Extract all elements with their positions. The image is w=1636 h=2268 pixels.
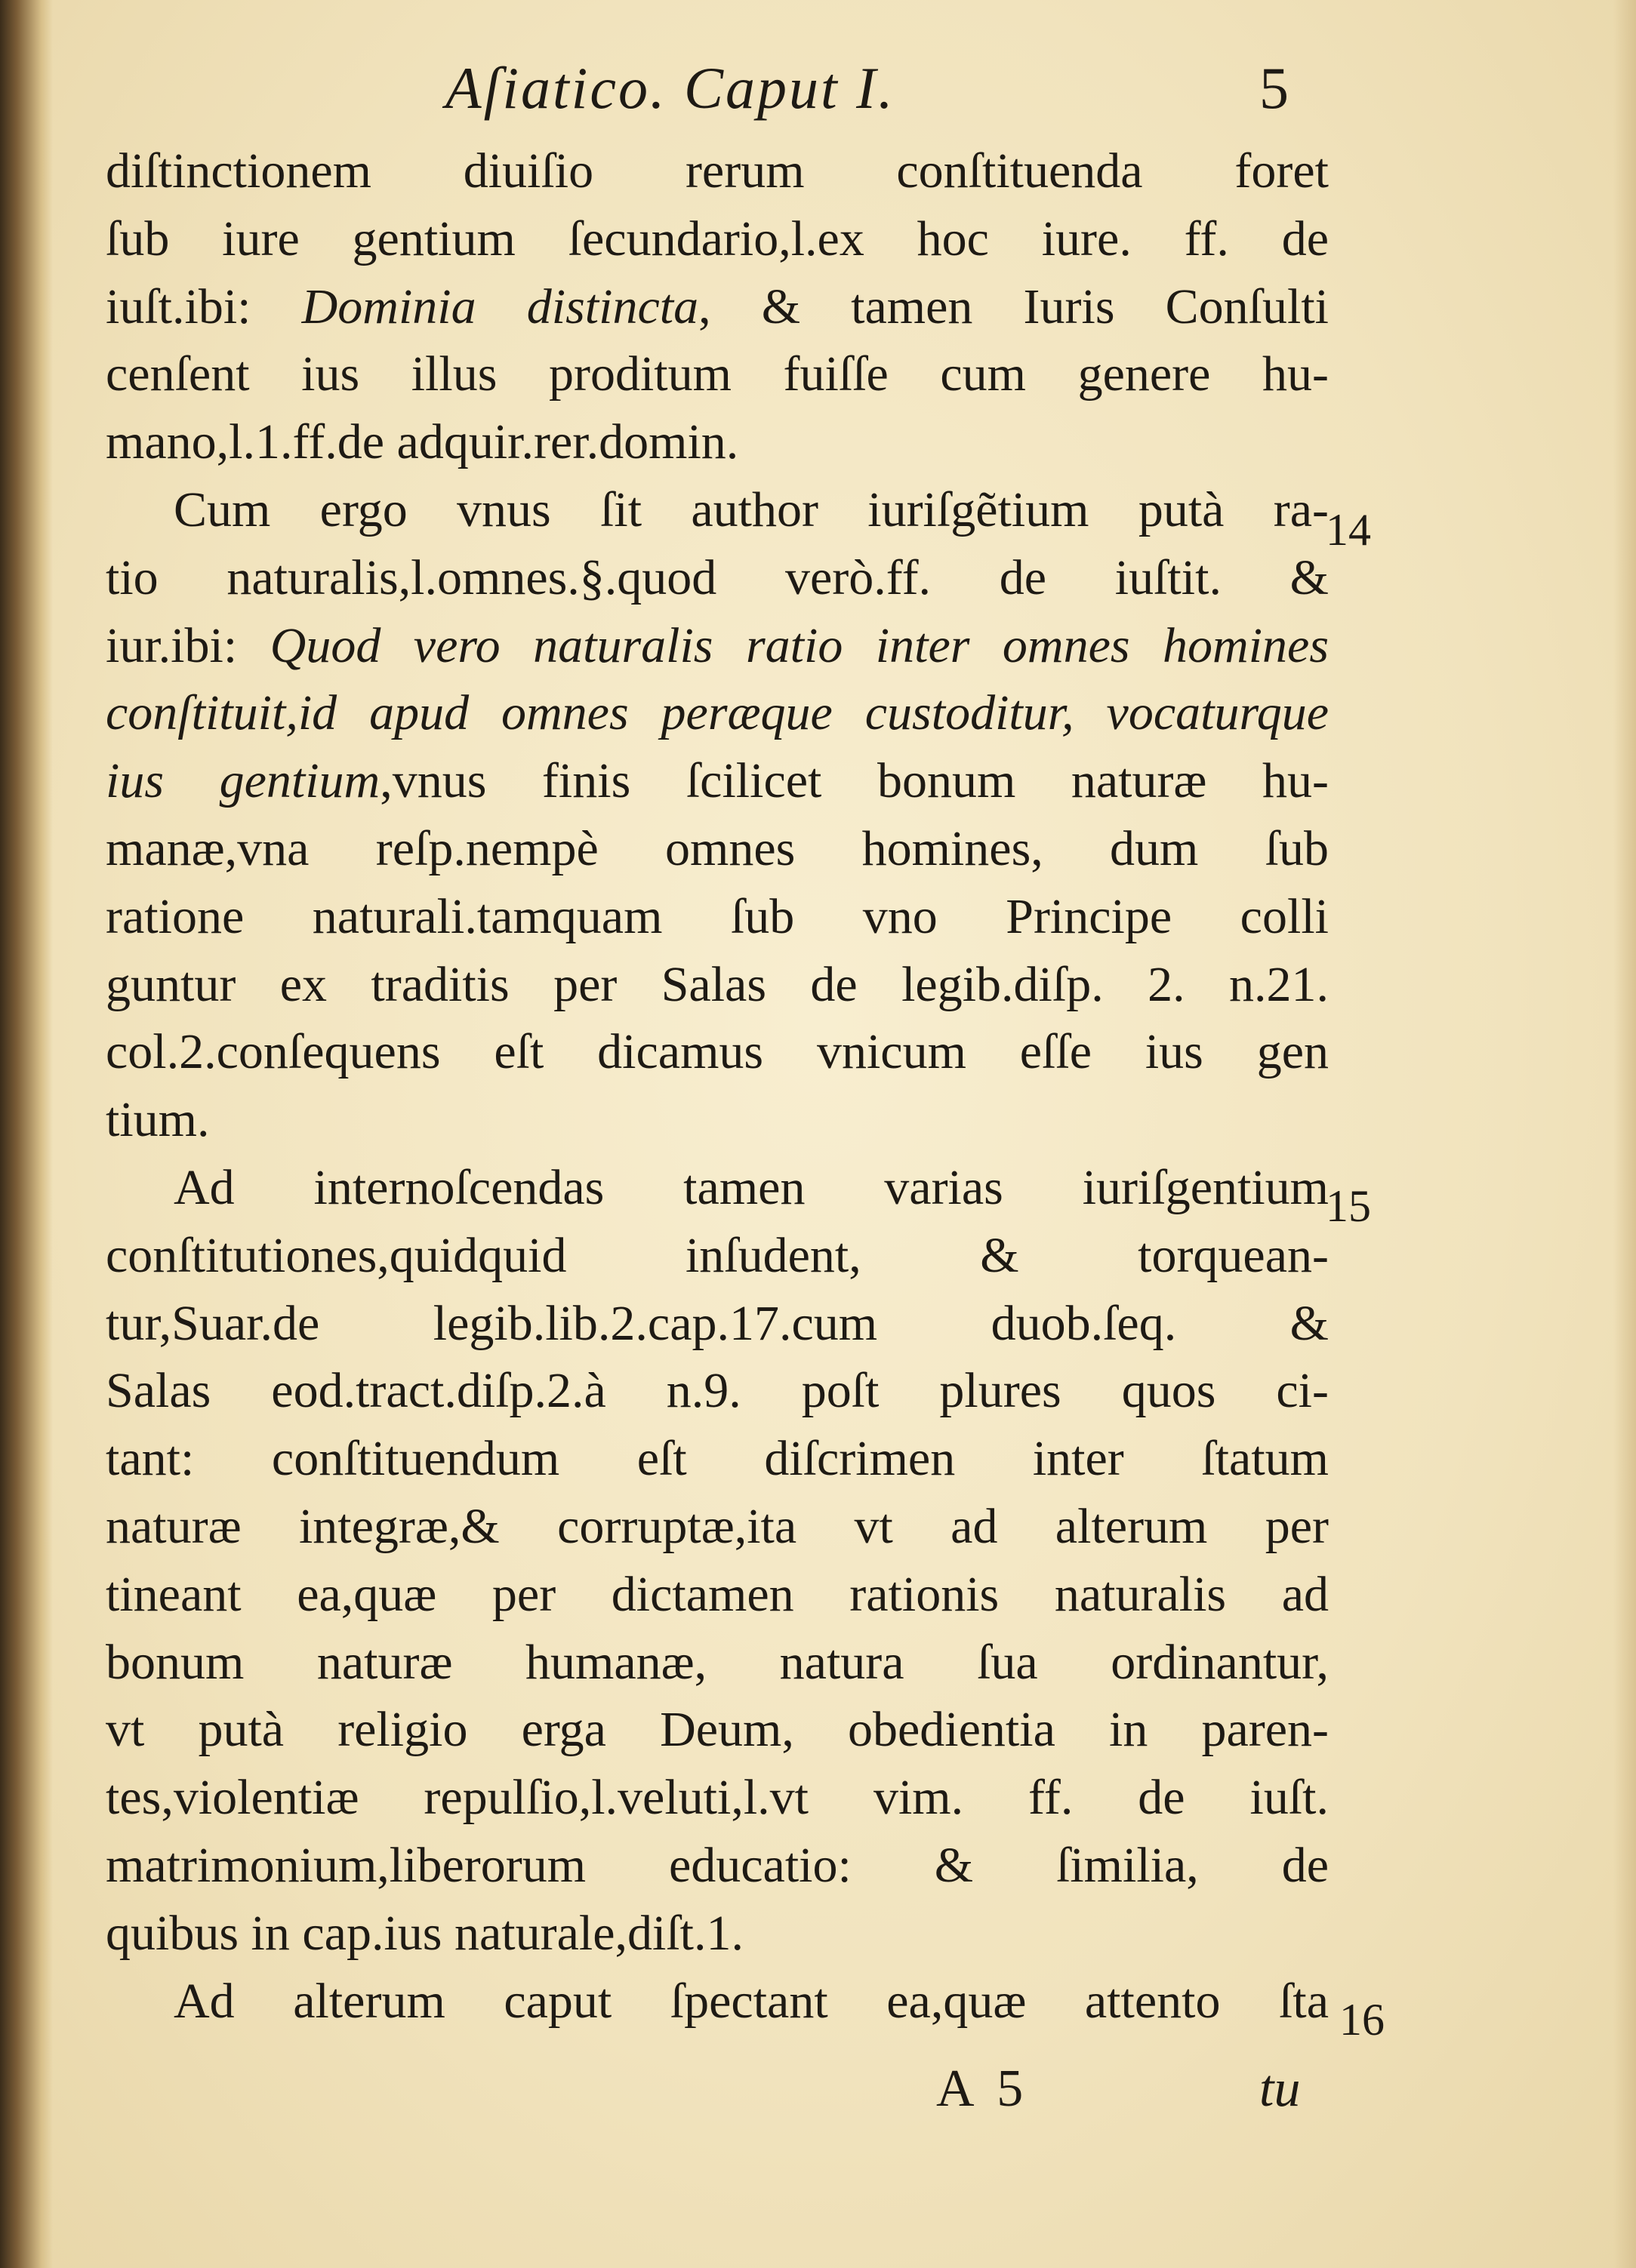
text-line [106, 679, 1329, 747]
text-line: quibus in cap.ius naturale,diſt.1. [106, 1905, 744, 1961]
text-line: tant: conſtituendum eſt diſcrimen inter ſtatum [106, 1431, 1329, 1487]
text-line: tur,Suar.de legib.lib.2.cap.17.cum duob.ſeq. & [106, 1295, 1329, 1351]
binding-gutter [0, 0, 53, 2268]
text-line: bonum naturæ humanæ, natura ſua ordinantur, [106, 1634, 1329, 1690]
text-line: mano,l.1.ff.de adquir.rer.domin. [106, 414, 739, 470]
text-line: guntur ex traditis per Salas de legib.diſp. 2. n.21. [106, 956, 1329, 1012]
text-line [106, 612, 1329, 680]
text-line: tes,violentiæ repulſio,l.veluti,l.vt vim. ff. de iuſt. [106, 1770, 1329, 1826]
italic-quote: conſtituit,id apud omnes peræque custoditur, vocaturque [106, 685, 1329, 741]
text-line: col.2.conſequens eſt dicamus vnicum eſſe ius gen [106, 1024, 1329, 1080]
text-line: ratione naturali.tamquam ſub vno Principe colli [106, 888, 1329, 944]
text-run: iuſt.ibi: [106, 278, 302, 334]
running-head: Aſiatico. Caput I. [445, 55, 895, 121]
text-line: manæ,vna reſp.nempè omnes homines, dum ſub [106, 820, 1329, 876]
text-line: tio naturalis,l.omnes.§.quod verò.ff. de iuſtit. & [106, 549, 1329, 605]
text-line: vt putà religio erga Deum, obedientia in paren- [106, 1702, 1329, 1758]
italic-quote: Quod vero naturalis ratio inter omnes homines [270, 617, 1329, 673]
page-edge [1613, 0, 1636, 2268]
text-run: , & tamen Iuris Conſulti [698, 278, 1329, 334]
text-line: naturæ integræ,& corruptæ,ita vt ad alterum per [106, 1498, 1329, 1554]
italic-quote: Dominia distincta [301, 278, 699, 334]
text-line: Salas eod.tract.diſp.2.à n.9. poſt plures quos ci- [106, 1363, 1329, 1419]
text-line: conſtitutiones,quidquid inſudent, & torquean- [106, 1227, 1329, 1283]
text-line [106, 747, 1329, 815]
margin-number: 15 [1326, 1181, 1371, 1231]
text-line: ſub iure gentium ſecundario,l.ex hoc iure. ff. de [106, 211, 1329, 266]
body-text [106, 137, 1329, 2035]
paragraph-start-line: Cum ergo vnus ſit author iuriſgẽtium putà ra- [174, 482, 1329, 537]
text-line: diſtinctionem diuiſio rerum conſtituenda foret [106, 143, 1329, 198]
paragraph-start-line: Ad alterum caput ſpectant ea,quæ attento ſta [174, 1973, 1329, 2029]
signature-mark: A 5 [936, 2060, 1030, 2118]
page-number: 5 [1259, 55, 1289, 121]
text-line: tium. [106, 1092, 210, 1148]
text-run: iur.ibi: [106, 617, 270, 673]
text-line: matrimonium,liberorum educatio: & ſimilia, de [106, 1837, 1329, 1893]
text-line: cenſent ius illus proditum fuiſſe cum genere hu- [106, 346, 1329, 402]
paragraph-start-line: Ad internoſcendas tamen varias iuriſgentium [174, 1159, 1329, 1215]
italic-quote: ius gentium [106, 753, 381, 809]
margin-number: 16 [1339, 1995, 1385, 2045]
text-run: ,vnus finis ſcilicet bonum naturæ hu- [380, 753, 1329, 809]
text-line: tineant ea,quæ per dictamen rationis naturalis ad [106, 1566, 1329, 1622]
catchword: tu [1259, 2060, 1301, 2118]
text-line [106, 273, 1329, 341]
margin-number: 14 [1326, 505, 1371, 555]
